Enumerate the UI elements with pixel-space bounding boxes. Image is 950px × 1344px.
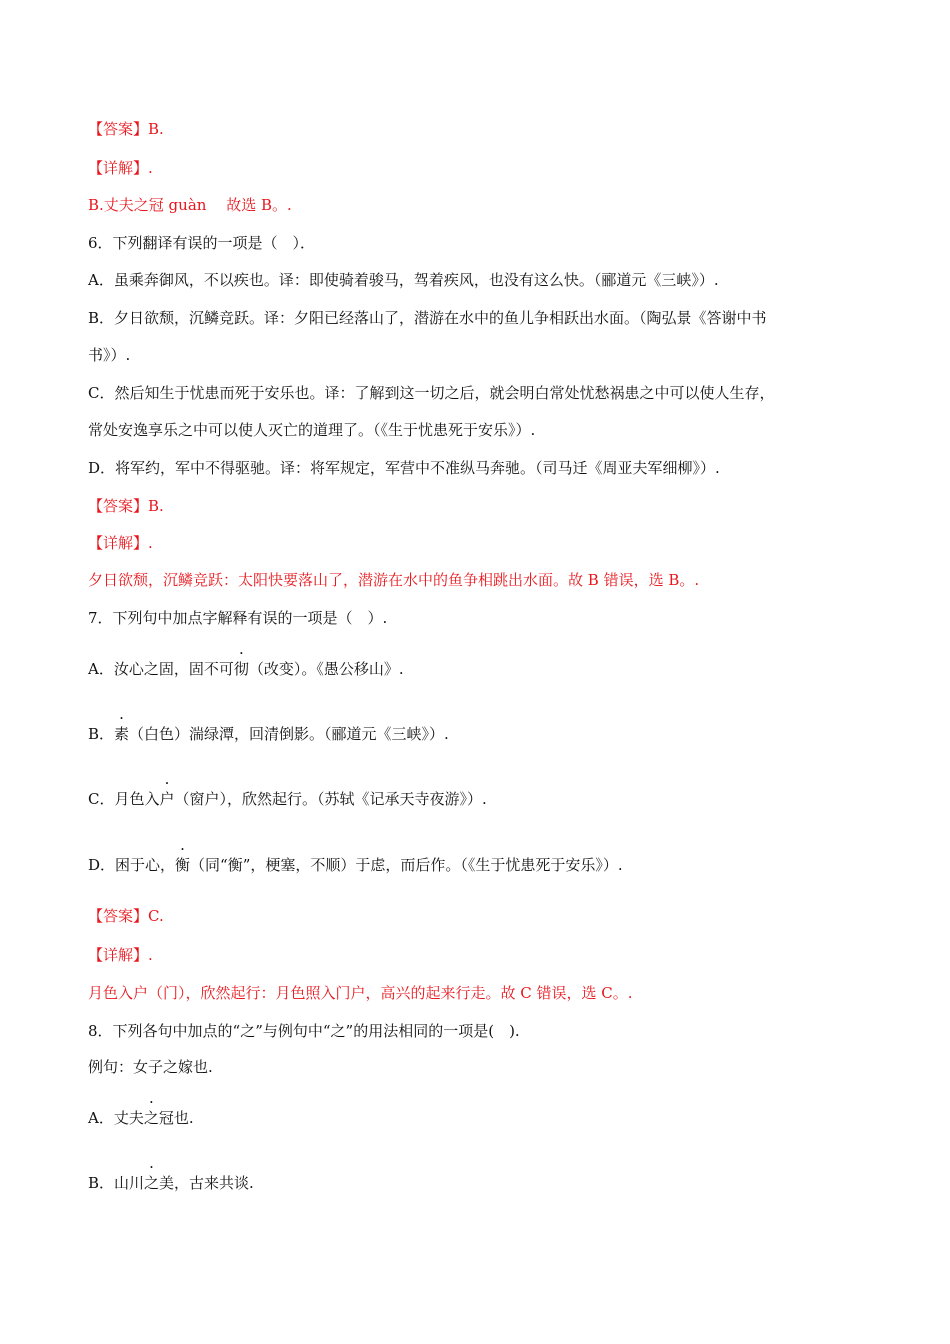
q8-option-a bbox=[88, 1108, 194, 1128]
q6-option-c-line2: 常处安逸享乐之中可以使人灭亡的道理了。（《生于忧患死于安乐》）. bbox=[88, 421, 536, 439]
q7-option-c-pre: C．月色入 bbox=[88, 790, 160, 808]
q8-option-a-pre: A．丈夫 bbox=[88, 1109, 144, 1127]
q7-option-d-post: （同“衡”，梗塞，不顺）于虑，而后作。（《生于忧患死于安乐》）. bbox=[190, 856, 623, 874]
q8-option-b-dotted-char: 之 bbox=[144, 1174, 160, 1192]
q6-option-c-line1: C．然后知生于忧患而死于安乐也。译：了解到这一切之后，就会明白常处忧愁祸患之中可以使人生存， bbox=[88, 384, 775, 402]
q8-option-b-pre: B．山川 bbox=[88, 1174, 145, 1192]
q7-option-b-pre: B． bbox=[88, 725, 115, 743]
q5-explanation: B.丈夫之冠 guàn 故选 B。. bbox=[88, 196, 292, 214]
q6-option-d: D．将军约，军中不得驱驰。译：将军规定，军营中不准纵马奔驰。（司马迁《周亚夫军细柳》）. bbox=[88, 459, 720, 477]
q7-detail-heading: 【详解】. bbox=[88, 946, 153, 964]
q8-option-b bbox=[88, 1173, 254, 1193]
q7-option-c bbox=[88, 789, 487, 809]
q6-option-a: A．虽乘奔御风，不以疾也。译：即使骑着骏马，驾着疾风，也没有这么快。（郦道元《三峡》）. bbox=[88, 271, 719, 289]
q7-option-a-pre: A．汝心之固，固不可 bbox=[88, 660, 234, 678]
q7-option-d bbox=[88, 855, 623, 875]
q8-example: 例句：女子之嫁也. bbox=[88, 1058, 213, 1076]
q8-option-a-post: 冠也. bbox=[158, 1109, 194, 1127]
q5-detail-heading: 【详解】. bbox=[88, 159, 153, 177]
q6-explanation: 夕日欲颓，沉鳞竞跃：太阳快要落山了，潜游在水中的鱼争相跳出水面。故 B 错误，选 B。. bbox=[88, 571, 700, 589]
q6-stem: 6．下列翻译有误的一项是（ ）． bbox=[88, 234, 316, 252]
q7-option-b bbox=[88, 724, 449, 744]
q8-option-a-dotted-char: 之 bbox=[143, 1109, 159, 1127]
q7-explanation: 月色入户（门），欣然起行：月色照入门户，高兴的起来行走。故 C 错误，选 C。. bbox=[88, 984, 633, 1002]
q7-stem: 7．下列句中加点字解释有误的一项是（ ）. bbox=[88, 609, 388, 627]
q7-option-b-post: （白色）湍绿潭，回清倒影。（郦道元《三峡》）. bbox=[129, 725, 449, 743]
q7-option-d-dotted-char: 衡 bbox=[175, 856, 191, 874]
q7-option-d-pre: D．困于心， bbox=[88, 856, 176, 874]
q7-option-a-post: （改变）。《愚公移山》. bbox=[248, 660, 404, 678]
q5-answer: 【答案】B. bbox=[88, 120, 164, 138]
q7-option-a-dotted-char: 彻 bbox=[233, 660, 249, 678]
q7-option-c-post: （窗户），欣然起行。（苏轼《记承天寺夜游》）. bbox=[174, 790, 487, 808]
q8-option-b-post: 美，古来共谈. bbox=[159, 1174, 254, 1192]
q6-option-b-line1: B．夕日欲颓，沉鳞竞跃。译：夕阳已经落山了，潜游在水中的鱼儿争相跃出水面。（陶弘景《答谢中书 bbox=[88, 309, 767, 327]
q6-detail-heading: 【详解】. bbox=[88, 534, 153, 552]
q7-answer: 【答案】C. bbox=[88, 907, 164, 925]
q7-option-a bbox=[88, 659, 404, 679]
q7-option-b-dotted-char: 素 bbox=[114, 725, 130, 743]
q7-option-c-dotted-char: 户 bbox=[159, 790, 175, 808]
q8-stem: 8．下列各句中加点的“之”与例句中“之”的用法相同的一项是( ). bbox=[88, 1022, 520, 1040]
q6-answer: 【答案】B. bbox=[88, 497, 164, 515]
q6-option-b-line2: 书》）. bbox=[88, 346, 131, 364]
